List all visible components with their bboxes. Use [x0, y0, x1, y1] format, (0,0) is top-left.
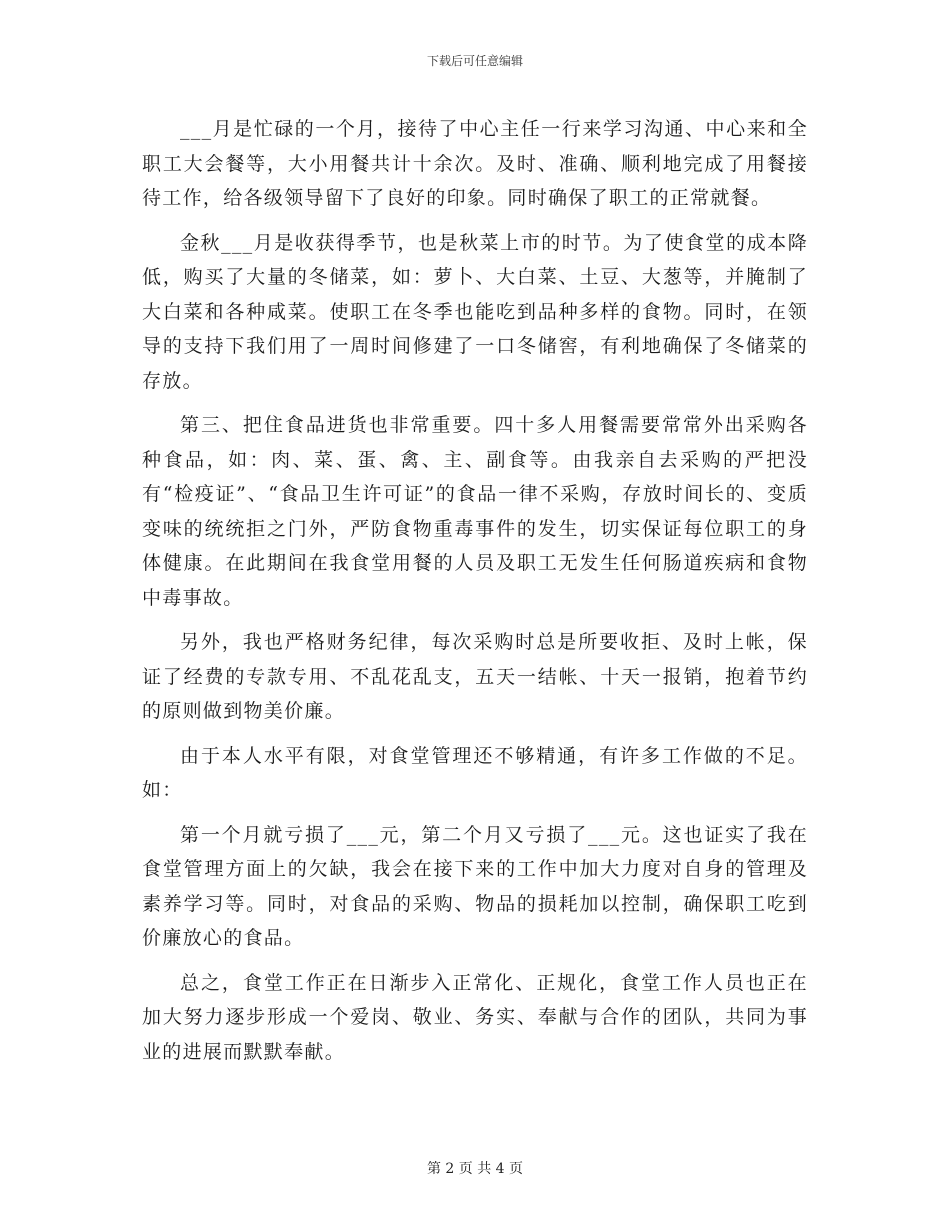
document-body: [142, 112, 808, 1079]
paragraph: 第三、把住食品进货也非常重要。四十多人用餐需要常常外出采购各种食品，如：肉、菜、蛋、禽、主、副食等。由我亲自去采购的严把没有“检疫证”、“食品卫生许可证”的食品一律不采购，存放时间长的、变质变味的统统拒之门外，严防食物重毒事件的发生，切实保证每位职工的身体健康。在此期间在我食堂用餐的人员及职工无发生任何肠道疾病和食物中毒事故。: [142, 414, 808, 609]
paragraph: ___月是忙碌的一个月，接待了中心主任一行来学习沟通、中心来和全职工大会餐等，大小用餐共计十余次。及时、准确、顺利地完成了用餐接待工作，给各级领导留下了良好的印象。同时确保了职工的正常就餐。: [142, 118, 808, 209]
paragraph: 金秋___月是收获得季节，也是秋菜上市的时节。为了使食堂的成本降低，购买了大量的冬储菜，如：萝卜、大白菜、土豆、大葱等，并腌制了大白菜和各种咸菜。使职工在冬季也能吃到品种多样的食物。同时，在领导的支持下我们用了一周时间修建了一口冬储窖，有利地确保了冬储菜的存放。: [142, 231, 808, 392]
page-header: 下载后可任意编辑: [426, 54, 523, 68]
paragraph: 总之，食堂工作正在日渐步入正常化、正规化，食堂工作人员也正在加大努力逐步形成一个爱岗、敬业、务实、奉献与合作的团队，共同为事业的进展而默默奉献。: [142, 971, 808, 1063]
paragraph: 另外，我也严格财务纪律，每次采购时总是所要收拒、及时上帐，保证了经费的专款专用、不乱花乱支，五天一结帐、十天一报销，抱着节约的原则做到物美价廉。: [142, 631, 808, 722]
paragraph: 第一个月就亏损了___元，第二个月又亏损了___元。这也证实了我在食堂管理方面上的欠缺，我会在接下来的工作中加大力度对自身的管理及素养学习等。同时，对食品的采购、物品的损耗加以控制，确保职工吃到价廉放心的食品。: [142, 823, 808, 949]
paragraph: 由于本人水平有限，对食堂管理还不够精通，有许多工作做的不足。如：: [142, 744, 808, 801]
page-number-footer: 第 2 页 共 4 页: [426, 1161, 524, 1177]
